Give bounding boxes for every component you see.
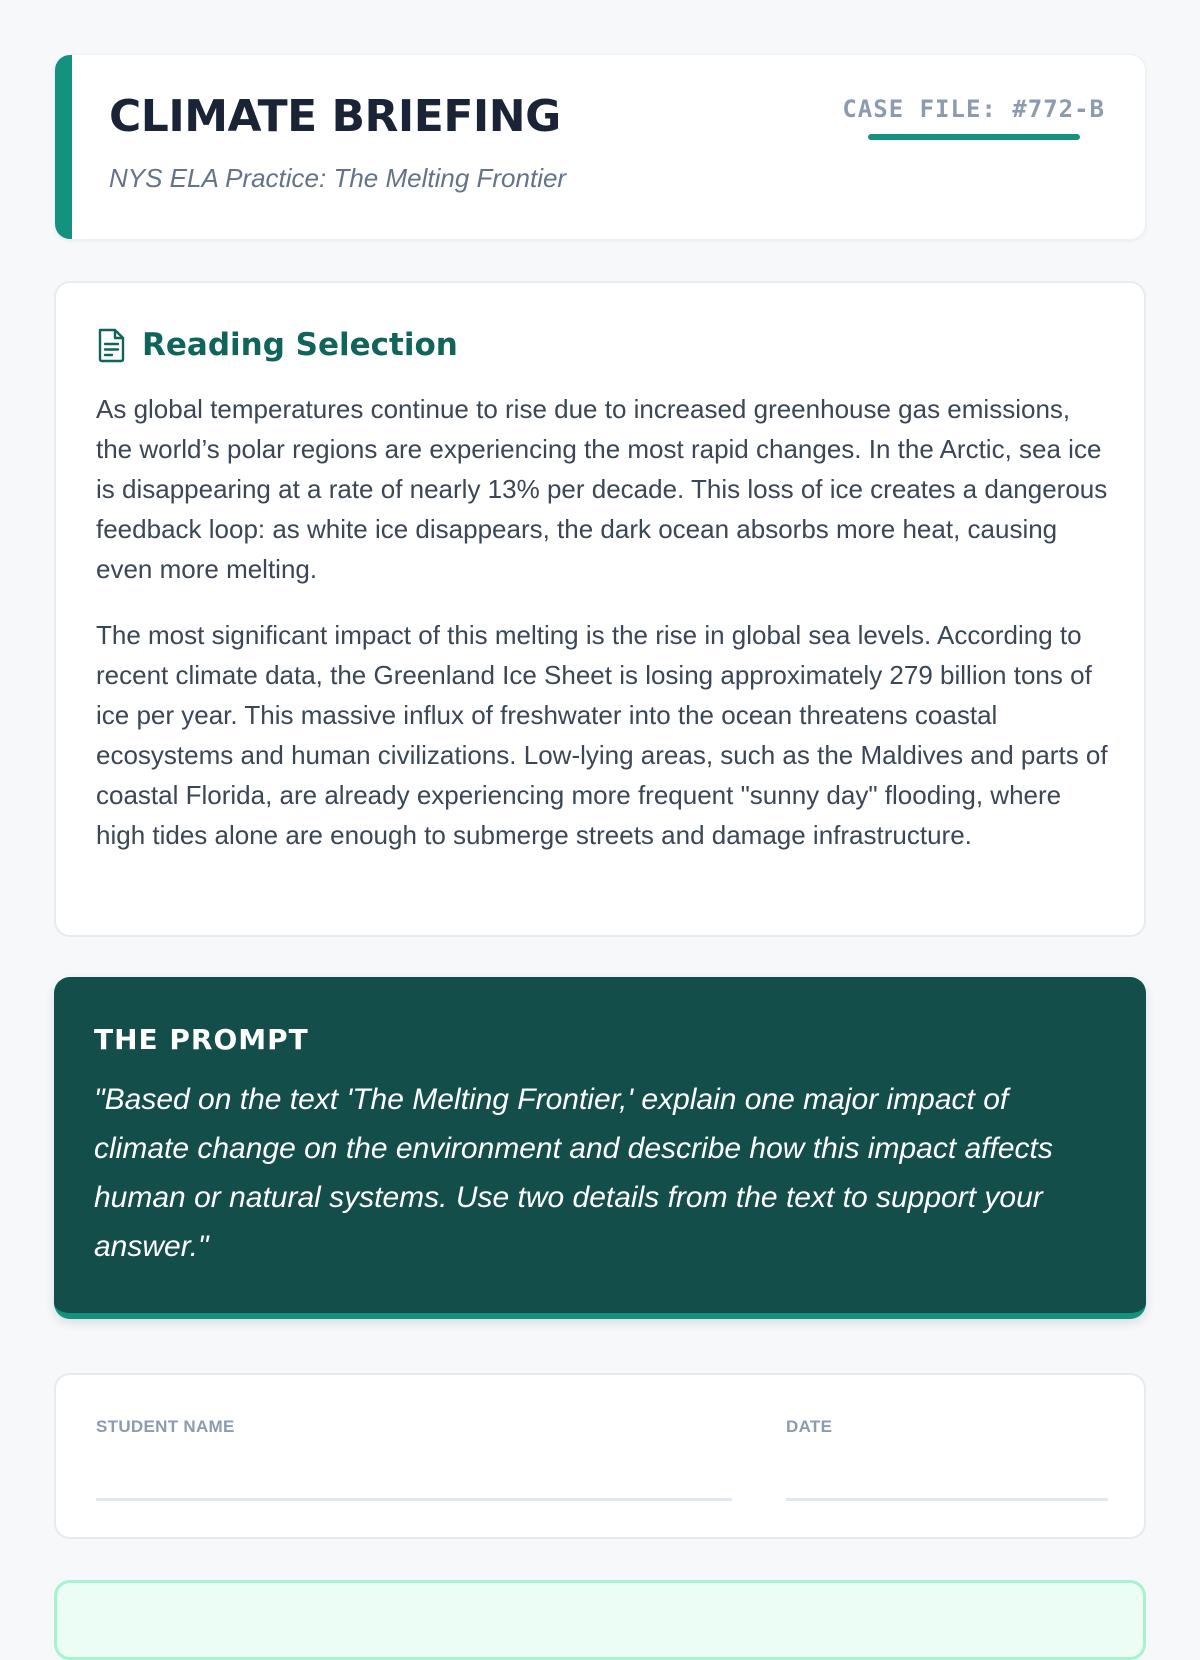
reading-header <box>96 327 458 363</box>
header-accent-bar <box>55 55 72 239</box>
reading-selection-card <box>54 281 1146 937</box>
date-input[interactable] <box>786 1455 1108 1501</box>
prompt-label: THE PROMPT <box>94 1023 309 1056</box>
case-file-label: CASE FILE: #772-B <box>842 95 1105 123</box>
reading-body <box>96 389 1108 881</box>
student-name-input[interactable] <box>96 1455 732 1501</box>
header-card <box>54 54 1146 240</box>
student-name-label: STUDENT NAME <box>96 1417 235 1436</box>
student-info-card <box>54 1373 1146 1539</box>
reading-paragraph: As global temperatures continue to rise due to increased greenhouse gas emissions, the world’s polar regions are experiencing the most rapid changes. In the Arctic, sea ice is disappearing at a rate of nearly 13% per decade. This loss of ice creates a dangerous feedback loop: as white ice disappears, the dark ocean absorbs more heat, causing even more melting. <box>96 394 1108 584</box>
document-icon <box>96 327 128 363</box>
page-title: CLIMATE BRIEFING <box>109 91 561 142</box>
case-file-underline <box>868 134 1080 140</box>
page-subtitle: NYS ELA Practice: The Melting Frontier <box>109 163 567 193</box>
reading-paragraph: The most significant impact of this melting is the rise in global sea levels. According to recent climate data, the Greenland Ice Sheet is losing approximately 279 billion tons of ice per year. This massive influx of freshwater into the ocean threatens coastal ecosystems and human civilizations. Low-lying areas, such as the Maldives and parts of coastal Florida, are already experiencing more frequent "sunny day" flooding, where high tides alone are enough to submerge streets and damage infrastructure. <box>96 620 1108 850</box>
response-card <box>54 1580 1146 1660</box>
prompt-text: "Based on the text 'The Melting Frontier,' explain one major impact of climate change on the environment and describe how this impact affects human or natural systems. Use two details from the text to support your answer." <box>94 1083 1053 1263</box>
reading-title: Reading Selection <box>142 327 458 363</box>
prompt-card <box>54 977 1146 1319</box>
date-label: DATE <box>786 1417 833 1436</box>
